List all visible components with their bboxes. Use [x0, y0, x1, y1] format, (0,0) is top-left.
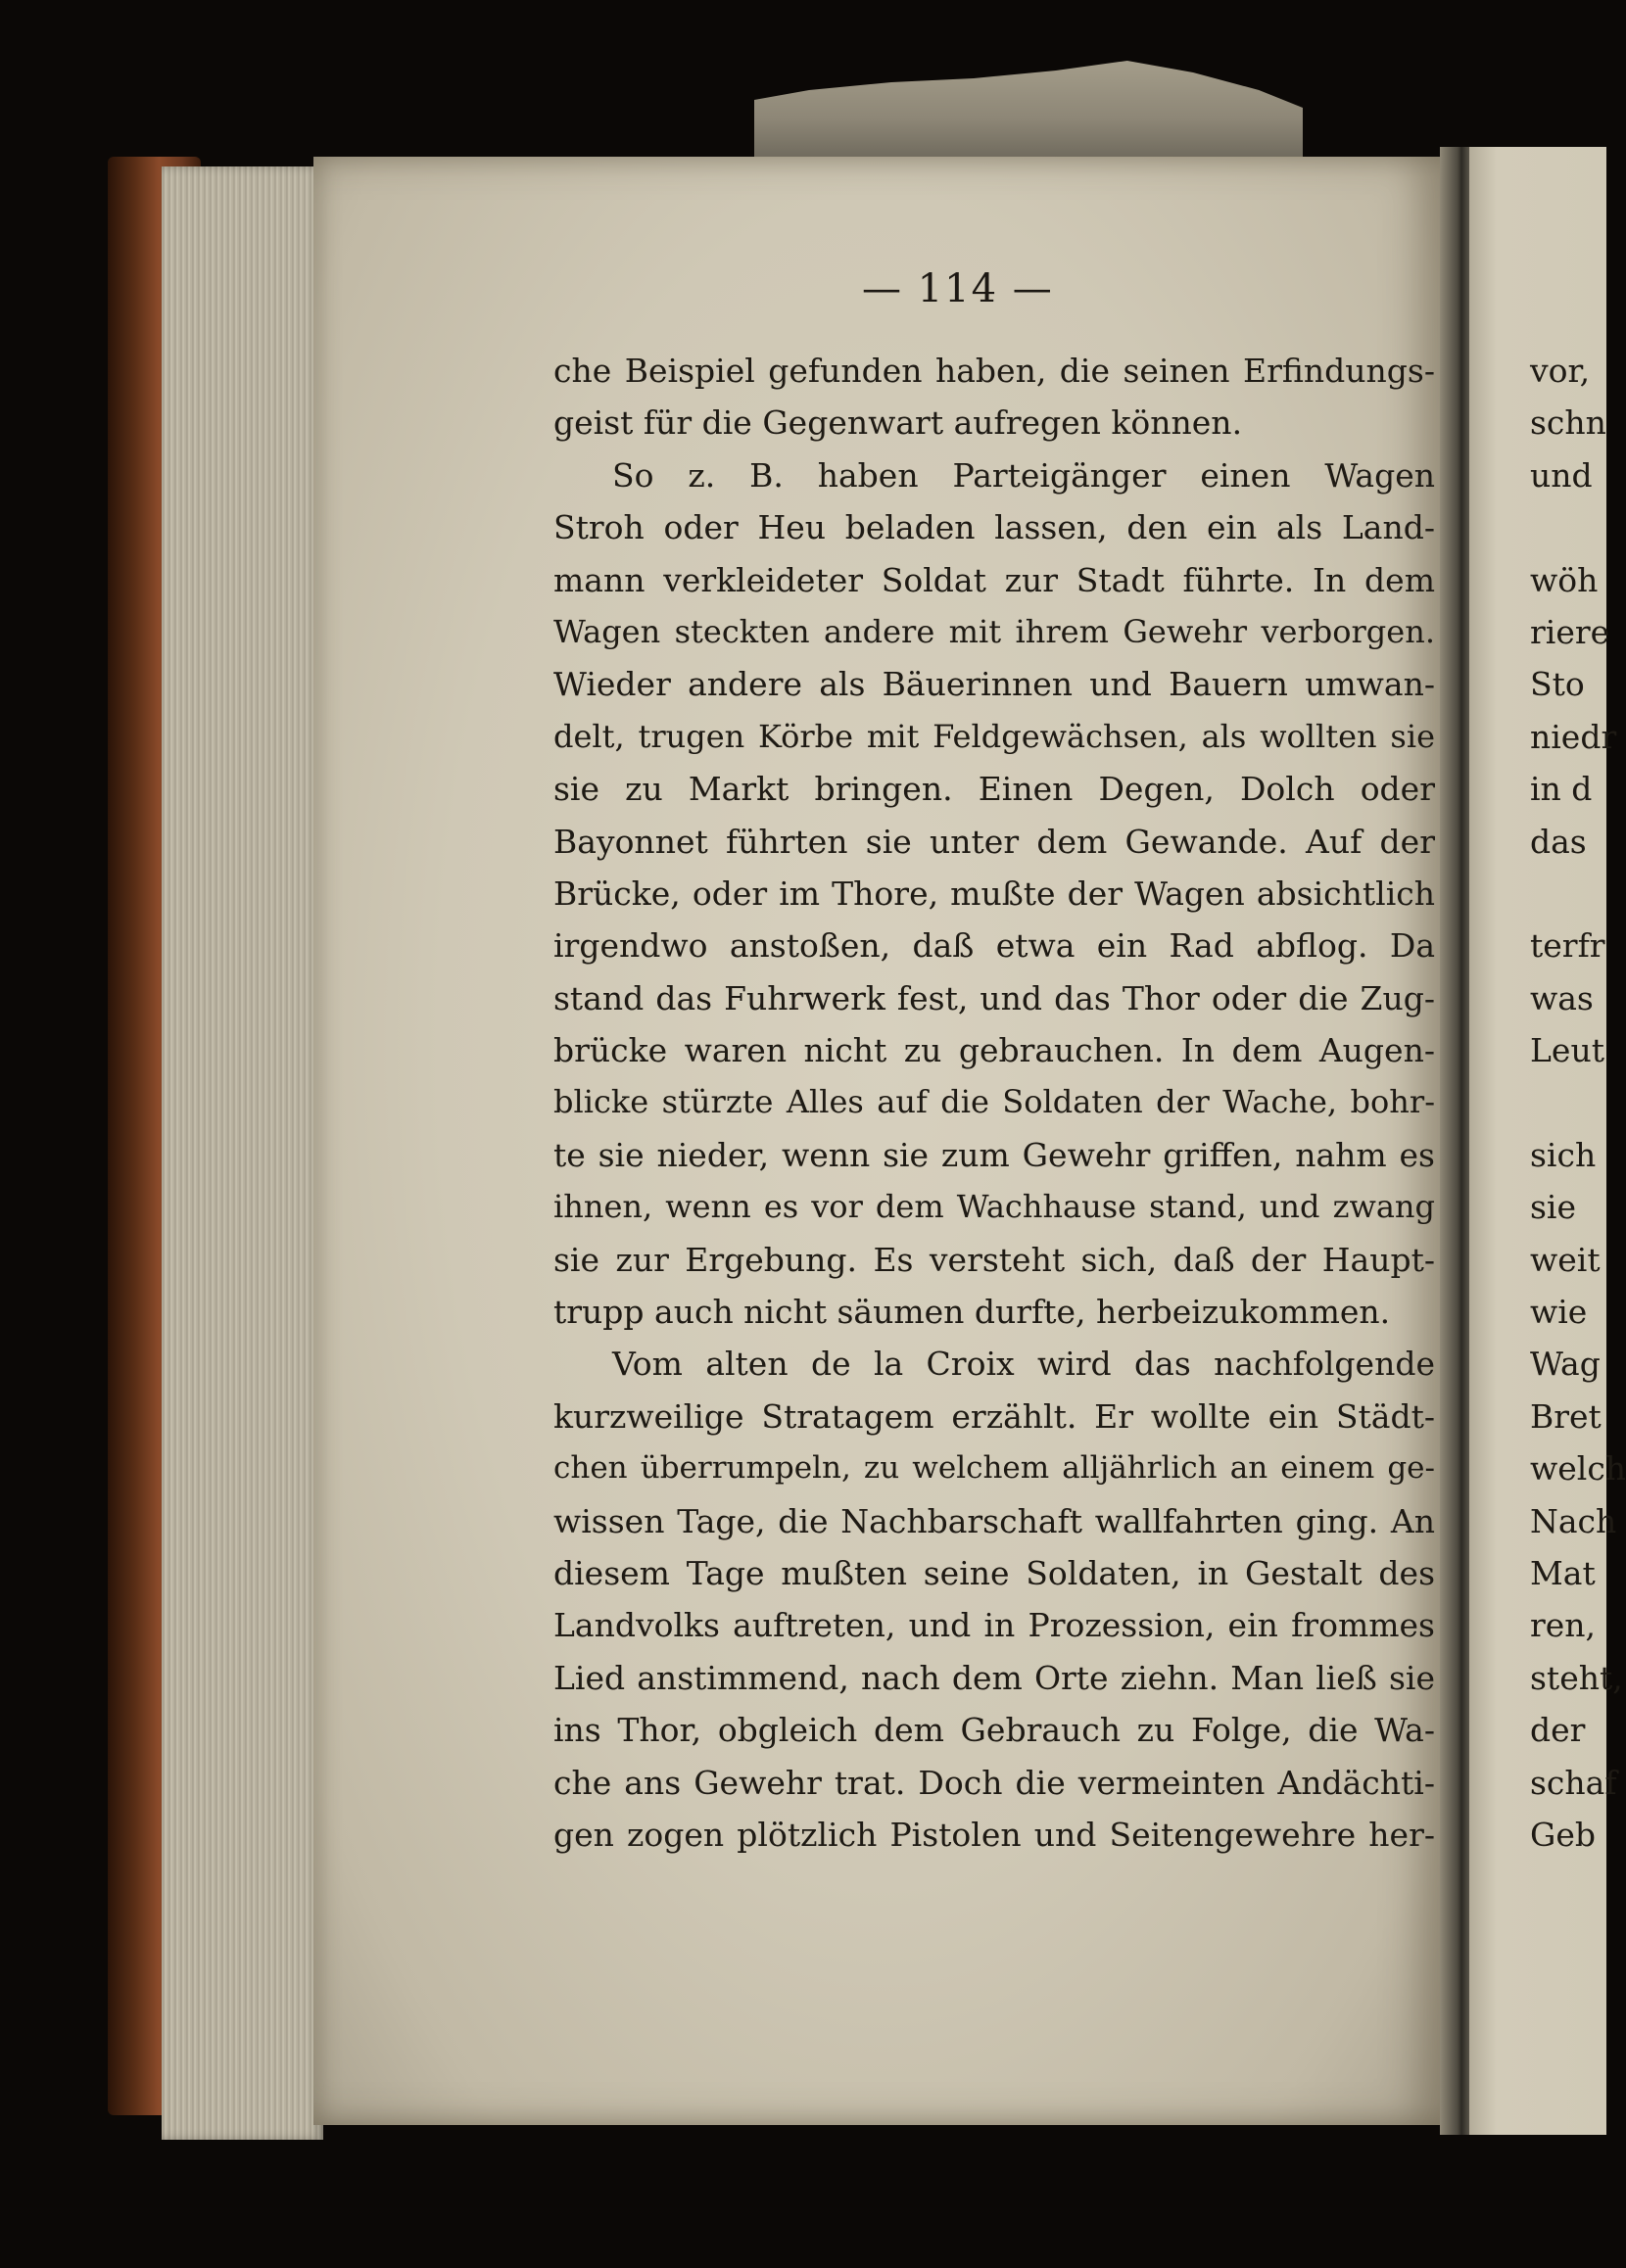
text-line: stand das Fuhrwerk fest, und das Thor oder die Zug-	[553, 978, 1435, 1017]
text-line: Stroh oder Heu beladen lassen, den ein als Land-	[553, 508, 1435, 547]
text-line: ins Thor, obgleich dem Gebrauch zu Folge, die Wa-	[553, 1711, 1435, 1750]
facing-text-line: welch	[1530, 1449, 1626, 1488]
text-line: sie zu Markt bringen. Einen Degen, Dolch oder	[553, 770, 1435, 809]
facing-text-line: Leut	[1530, 1031, 1604, 1070]
facing-text-line: Bret	[1530, 1396, 1602, 1436]
text-line: Brücke, oder im Thore, mußte der Wagen absichtlich	[553, 874, 1435, 913]
text-line: So z. B. haben Parteigänger einen Wagen	[612, 455, 1435, 495]
text-line: Wagen steckten andere mit ihrem Gewehr verborgen.	[553, 612, 1435, 650]
facing-page-text	[1530, 345, 1626, 1861]
text-line: gen zogen plötzlich Pistolen und Seitengewehre her-	[553, 1815, 1435, 1854]
facing-text-line: riere	[1530, 612, 1610, 651]
page-fore-edge	[162, 166, 323, 2140]
facing-text-line: wöh	[1530, 560, 1599, 599]
text-line: che ans Gewehr trat. Doch die vermeinten Andächti-	[553, 1763, 1435, 1802]
torn-paper-tab	[754, 61, 1303, 159]
text-line: Wieder andere als Bäuerinnen und Bauern umwan-	[553, 665, 1435, 704]
text-line: ihnen, wenn es vor dem Wachhause stand, und zwang	[553, 1188, 1435, 1226]
facing-text-line: Geb	[1530, 1815, 1597, 1854]
facing-text-line: wie	[1530, 1293, 1588, 1332]
text-line: brücke waren nicht zu gebrauchen. In dem Augen-	[553, 1031, 1435, 1070]
facing-text-line: der	[1530, 1711, 1586, 1750]
text-line: sie zur Ergebung. Es versteht sich, daß der Haupt-	[553, 1240, 1435, 1279]
facing-text-line	[1530, 1076, 1595, 1128]
facing-text-line: steht,	[1530, 1658, 1623, 1697]
text-line: Landvolks auftreten, und in Prozession, ein frommes	[553, 1606, 1435, 1645]
facing-text-line: niedr	[1530, 717, 1617, 756]
facing-text-line: in d	[1530, 770, 1593, 809]
text-line: Lied anstimmend, nach dem Orte ziehn. Man ließ sie	[553, 1658, 1435, 1697]
text-line: Bayonnet führten sie unter dem Gewande. Auf der	[553, 822, 1435, 861]
text-line: blicke stürzte Alles auf die Soldaten der Wache, bohr-	[553, 1083, 1435, 1121]
facing-text-line: Mat	[1530, 1553, 1596, 1592]
body-text	[553, 345, 1435, 1861]
facing-text-line: Wag	[1530, 1345, 1601, 1384]
facing-text-line: terfr	[1530, 926, 1605, 966]
facing-text-line: sich	[1530, 1135, 1597, 1174]
facing-text-line: was	[1530, 978, 1594, 1017]
facing-text-line: Nach	[1530, 1501, 1617, 1540]
text-line: che Beispiel gefunden haben, die seinen Erfindungs-	[553, 352, 1435, 390]
facing-text-line: das	[1530, 822, 1587, 861]
text-line: wissen Tage, die Nachbarschaft wallfahrten ging. An	[553, 1501, 1435, 1540]
text-line: irgendwo anstoßen, daß etwa ein Rad abflog. Da	[553, 926, 1435, 966]
text-line: chen überrumpeln, zu welchem alljährlich an einem ge-	[553, 1450, 1435, 1487]
text-line: delt, trugen Körbe mit Feldgewächsen, als wollten sie	[553, 717, 1435, 755]
facing-text-line	[1530, 868, 1595, 920]
text-line: geist für die Gegenwart aufregen können.	[553, 403, 1243, 443]
page-number: — 114 —	[862, 266, 1054, 311]
facing-text-line: Sto	[1530, 665, 1585, 704]
text-line: diesem Tage mußten seine Soldaten, in Gestalt des	[553, 1553, 1435, 1592]
facing-text-line: schn	[1530, 403, 1606, 443]
text-line: trupp auch nicht säumen durfte, herbeizukommen.	[553, 1293, 1391, 1332]
facing-text-line: schaf	[1530, 1763, 1617, 1802]
text-line: mann verkleideter Soldat zur Stadt führte. In dem	[553, 560, 1435, 599]
facing-text-line	[1530, 501, 1595, 553]
facing-text-line: ren,	[1530, 1606, 1597, 1645]
text-line: te sie nieder, wenn sie zum Gewehr griffen, nahm es	[553, 1135, 1435, 1174]
facing-text-line: sie	[1530, 1188, 1577, 1227]
text-line: Vom alten de la Croix wird das nachfolgende	[612, 1345, 1435, 1384]
facing-text-line: vor,	[1530, 352, 1591, 390]
text-line: kurzweilige Stratagem erzählt. Er wollte ein Städt-	[553, 1396, 1435, 1436]
facing-text-line: und	[1530, 455, 1593, 495]
facing-text-line: weit	[1530, 1240, 1601, 1279]
